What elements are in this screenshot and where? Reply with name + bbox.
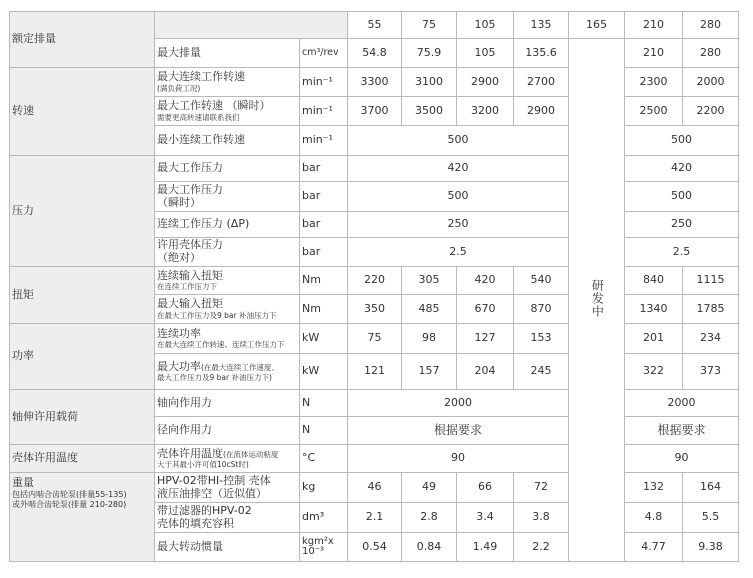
value: 2.2 (514, 533, 569, 562)
unit: N (300, 390, 348, 417)
header-row (10, 12, 739, 39)
param-label: 壳体许用温度 (157, 446, 223, 460)
param-note: 在连续工作压力下 (157, 282, 217, 292)
value: 3.8 (514, 503, 569, 533)
unit: bar (300, 156, 348, 182)
value: 75 (348, 324, 402, 354)
value: 46 (348, 473, 402, 503)
value: 98 (402, 324, 457, 354)
value: 153 (514, 324, 569, 354)
value: 根据要求 (625, 417, 739, 445)
value: 2.5 (348, 238, 569, 267)
param-cell (155, 324, 300, 354)
unit: N (300, 417, 348, 445)
unit: bar (300, 212, 348, 238)
value: 135.6 (514, 39, 569, 68)
unit: kW (300, 354, 348, 390)
param-note: 最大工作压力及9 bar 补油压力下) (157, 373, 272, 383)
value: 3200 (457, 97, 514, 126)
research-label: 研发中 (590, 278, 605, 318)
unit: min⁻¹ (300, 68, 348, 97)
param-label: 轴向作用力 (155, 390, 300, 417)
weight-note-2: 或外啮合齿轮泵(排量 210-280) (12, 499, 127, 509)
param-label: 最大功率 (157, 359, 201, 373)
value: 根据要求 (348, 417, 569, 445)
param-label: 连续功率 (157, 326, 201, 340)
unit: Nm (300, 295, 348, 324)
value: 90 (625, 445, 739, 473)
param-note: 在最大连续工作转速、连续工作压力下 (157, 340, 285, 350)
value: 420 (625, 156, 739, 182)
unit: cm³/rev (300, 39, 348, 68)
value: 3300 (348, 68, 402, 97)
size-75: 75 (402, 12, 457, 39)
cat-displacement: 额定排量 (10, 12, 155, 68)
value: 1785 (683, 295, 739, 324)
value: 234 (683, 324, 739, 354)
value: 2300 (625, 68, 683, 97)
value: 204 (457, 354, 514, 390)
value: 250 (348, 212, 569, 238)
value: 0.54 (348, 533, 402, 562)
value: 322 (625, 354, 683, 390)
size-165: 165 (569, 12, 625, 39)
value: 90 (348, 445, 569, 473)
value: 75.9 (402, 39, 457, 68)
value: 2900 (457, 68, 514, 97)
value: 1115 (683, 267, 739, 295)
value: 9.38 (683, 533, 739, 562)
value: 220 (348, 267, 402, 295)
param-note: 需要更高转速请联系我们 (157, 112, 240, 122)
param-label: 径向作用力 (155, 417, 300, 445)
size-105: 105 (457, 12, 514, 39)
value: 2000 (625, 390, 739, 417)
value: 500 (348, 126, 569, 156)
value: 157 (402, 354, 457, 390)
value: 2.5 (625, 238, 739, 267)
unit: °C (300, 445, 348, 473)
value: 373 (683, 354, 739, 390)
size-135: 135 (514, 12, 569, 39)
value: 500 (348, 182, 569, 212)
cat-shaft-load: 轴伸许用载荷 (10, 390, 155, 445)
cat-pressure: 压力 (10, 156, 155, 267)
value: 210 (625, 39, 683, 68)
row-axial-force (10, 390, 739, 417)
cat-torque: 扭矩 (10, 267, 155, 324)
unit: Nm (300, 267, 348, 295)
value: 305 (402, 267, 457, 295)
value: 2700 (514, 68, 569, 97)
value: 2.8 (402, 503, 457, 533)
value: 3.4 (457, 503, 514, 533)
cat-weight-cell (10, 473, 155, 562)
unit: bar (300, 238, 348, 267)
param-label: 连续工作压力 (ΔP) (155, 212, 300, 238)
cat-weight: 重量 (12, 476, 34, 489)
value: 54.8 (348, 39, 402, 68)
param-cell (155, 445, 300, 473)
param-cell (155, 68, 300, 97)
param-cell (155, 97, 300, 126)
value: 3100 (402, 68, 457, 97)
value: 201 (625, 324, 683, 354)
value: 4.77 (625, 533, 683, 562)
row-cont-power (10, 324, 739, 354)
value: 1.49 (457, 533, 514, 562)
value: 350 (348, 295, 402, 324)
param-label: 最大输入扭矩 (157, 297, 223, 311)
value: 420 (348, 156, 569, 182)
param-note: 大于其最小许可值10cSt时) (157, 460, 249, 470)
param-inline-note: (在最大连续工作速度、 (201, 362, 279, 372)
research-cell (569, 39, 625, 562)
param-label: 带过滤器的HPV-02 壳体的填充容积 (155, 503, 300, 533)
row-case-temp (10, 445, 739, 473)
value: 5.5 (683, 503, 739, 533)
param-label: 连续输入扭矩 (157, 268, 223, 282)
value: 250 (625, 212, 739, 238)
param-cell (155, 354, 300, 390)
row-weight (10, 473, 739, 503)
param-note: (满负荷工况) (157, 83, 201, 93)
spec-table (9, 11, 739, 562)
value: 2200 (683, 97, 739, 126)
value: 49 (402, 473, 457, 503)
value: 245 (514, 354, 569, 390)
cat-case-temp: 壳体许用温度 (10, 445, 155, 473)
unit: kgm²x 10⁻³ (300, 533, 348, 562)
value: 2000 (348, 390, 569, 417)
weight-note-1: 包括内啮合齿轮泵(排量55-135) (12, 489, 127, 499)
param-label: 最大排量 (155, 39, 300, 68)
row-max-cont-speed (10, 68, 739, 97)
value: 2.1 (348, 503, 402, 533)
cat-speed: 转速 (10, 68, 155, 156)
value: 164 (683, 473, 739, 503)
size-280: 280 (683, 12, 739, 39)
param-label: 最大工作压力 (155, 156, 300, 182)
value: 132 (625, 473, 683, 503)
param-label: HPV-02带HI-控制 壳体 液压油排空（近似值） (155, 473, 300, 503)
value: 105 (457, 39, 514, 68)
value: 2500 (625, 97, 683, 126)
value: 420 (457, 267, 514, 295)
value: 2900 (514, 97, 569, 126)
value: 66 (457, 473, 514, 503)
value: 0.84 (402, 533, 457, 562)
row-cont-torque (10, 267, 739, 295)
value: 3500 (402, 97, 457, 126)
value: 3700 (348, 97, 402, 126)
value: 1340 (625, 295, 683, 324)
size-55: 55 (348, 12, 402, 39)
value: 4.8 (625, 503, 683, 533)
param-label: 最小连续工作转速 (155, 126, 300, 156)
param-cell (155, 295, 300, 324)
param-cell (155, 267, 300, 295)
value: 280 (683, 39, 739, 68)
unit: bar (300, 182, 348, 212)
param-label: 最大工作转速 （瞬时） (157, 99, 271, 113)
value: 2000 (683, 68, 739, 97)
row-max-pressure (10, 156, 739, 182)
value: 121 (348, 354, 402, 390)
value: 127 (457, 324, 514, 354)
value: 72 (514, 473, 569, 503)
value: 540 (514, 267, 569, 295)
param-inline-note: (在流体运动粘度 (223, 449, 279, 459)
size-210: 210 (625, 12, 683, 39)
param-label: 最大连续工作转速 (157, 70, 245, 84)
value: 500 (625, 182, 739, 212)
value: 500 (625, 126, 739, 156)
unit: min⁻¹ (300, 126, 348, 156)
cat-power: 功率 (10, 324, 155, 390)
param-note: 在最大工作压力及9 bar 补油压力下 (157, 310, 277, 320)
unit: dm³ (300, 503, 348, 533)
unit: min⁻¹ (300, 97, 348, 126)
value: 670 (457, 295, 514, 324)
value: 485 (402, 295, 457, 324)
unit: kg (300, 473, 348, 503)
param-label: 最大工作压力 （瞬时） (155, 182, 300, 212)
value: 870 (514, 295, 569, 324)
unit: kW (300, 324, 348, 354)
param-label: 最大转动惯量 (155, 533, 300, 562)
value: 840 (625, 267, 683, 295)
header-blank (155, 12, 348, 39)
param-label: 许用壳体压力 （绝对） (155, 238, 300, 267)
